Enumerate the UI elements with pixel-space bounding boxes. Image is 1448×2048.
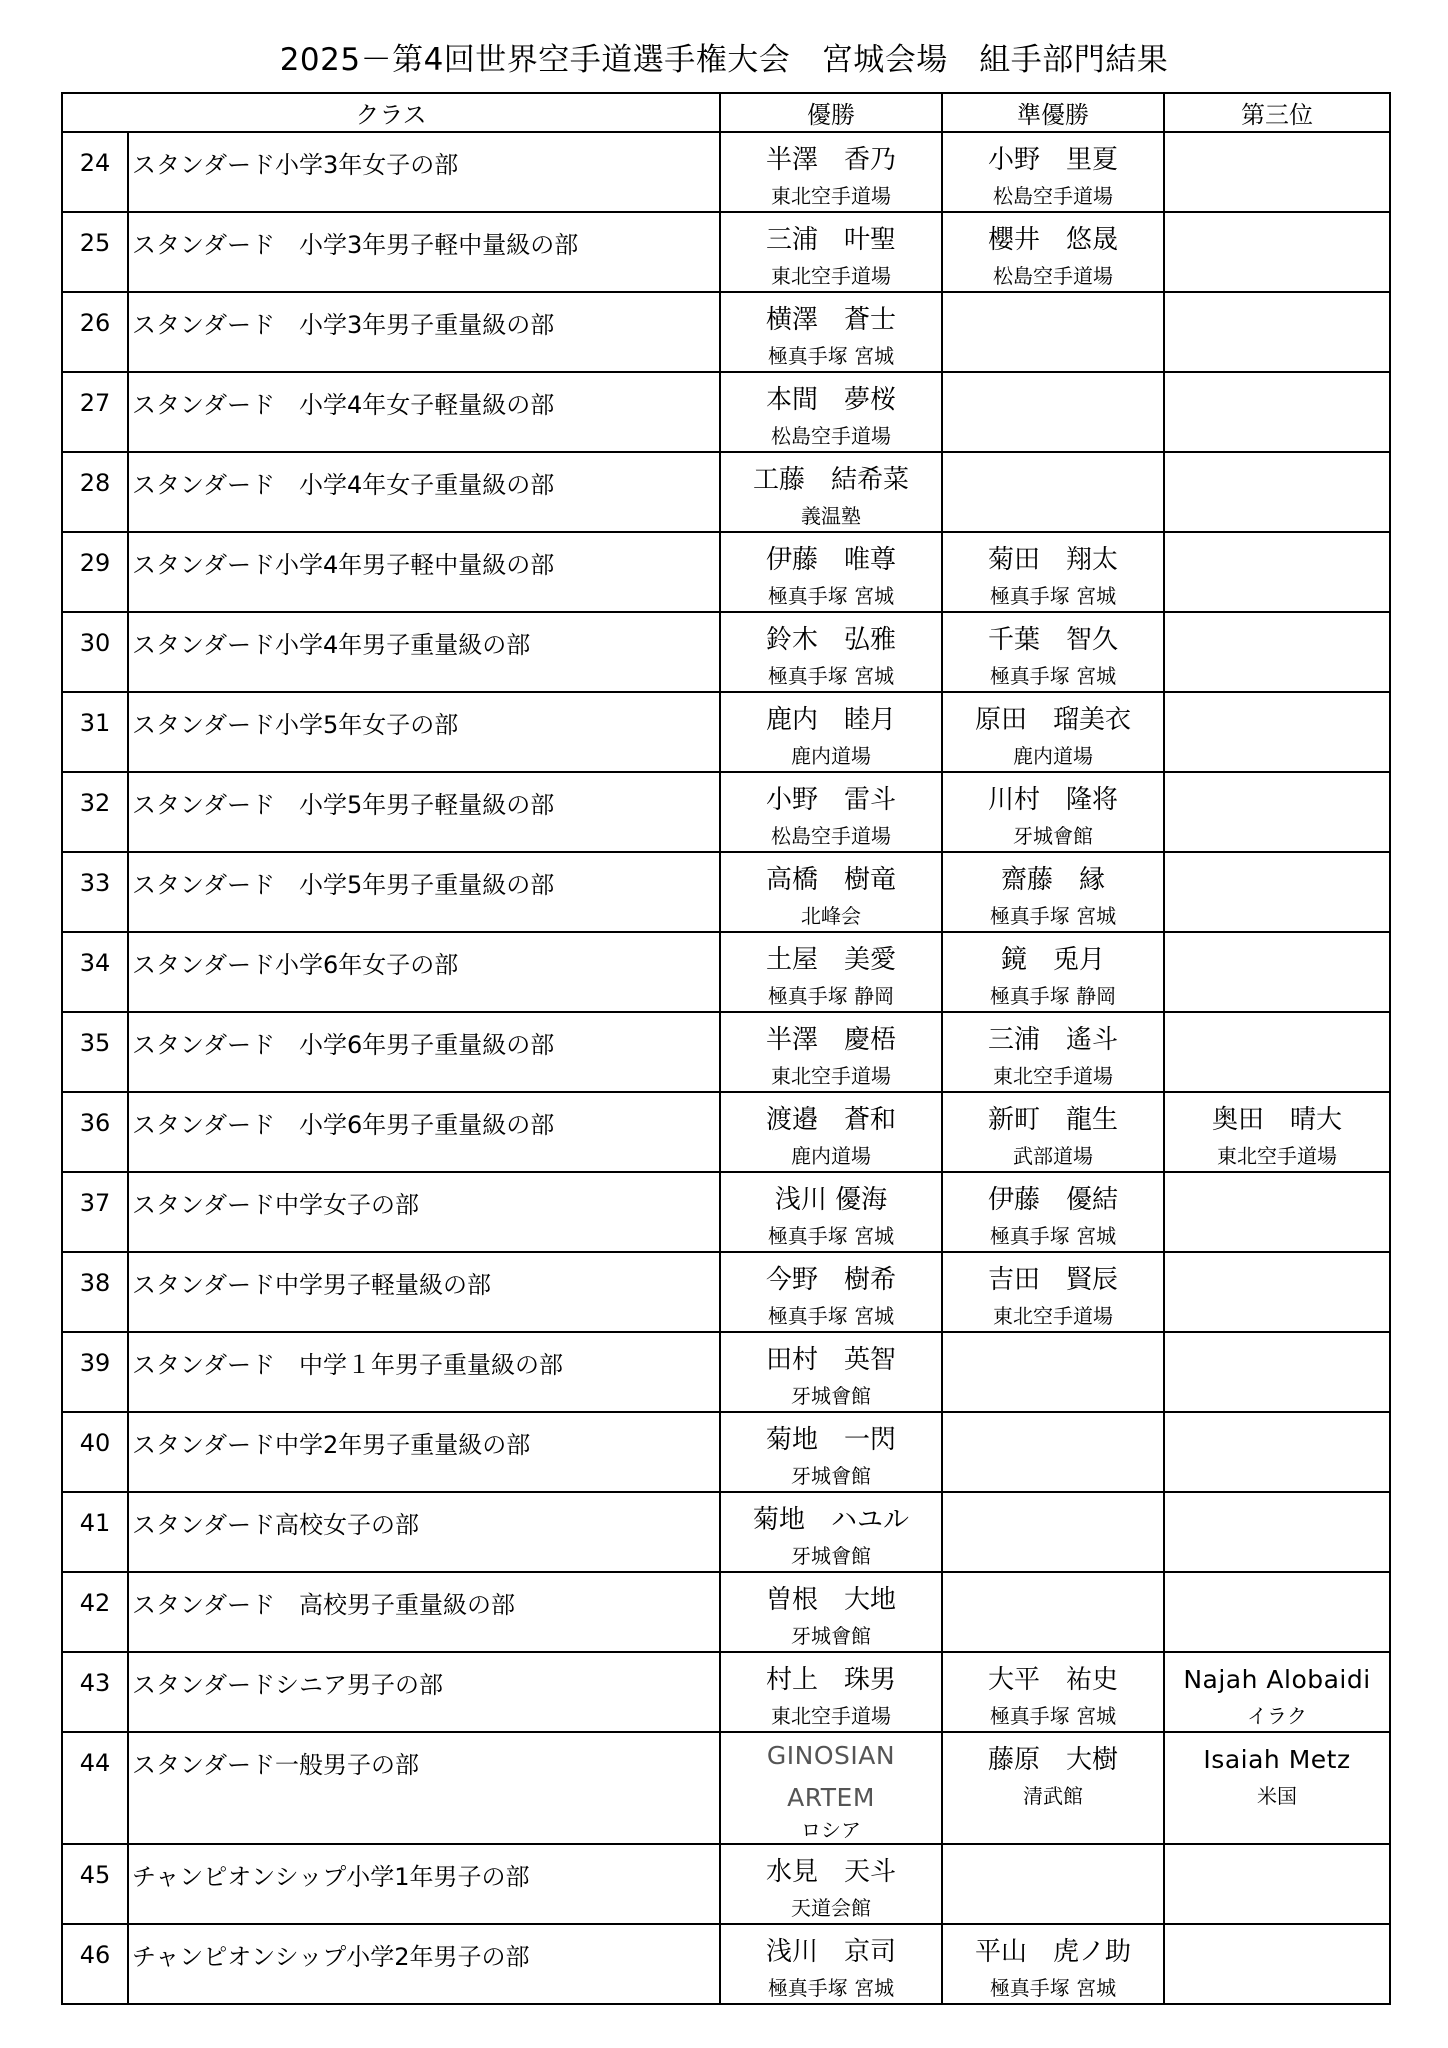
row-number: 26 xyxy=(62,292,128,372)
table-row xyxy=(62,292,1390,372)
winner-cell xyxy=(720,772,942,852)
runner-up-name: 櫻井 悠晟 xyxy=(987,225,1118,255)
winner-dojo: 牙城會館 xyxy=(791,1464,871,1488)
class-name: スタンダード小学5年女子の部 xyxy=(128,692,720,772)
winner-dojo: 極真手塚 宮城 xyxy=(767,1976,895,2000)
third-place-cell xyxy=(1164,1492,1390,1572)
third-place-cell xyxy=(1164,452,1390,532)
runner-up-cell xyxy=(942,372,1164,452)
class-name: チャンピオンシップ小学1年男子の部 xyxy=(128,1844,720,1924)
third-place-cell xyxy=(1164,772,1390,852)
third-place-cell xyxy=(1164,532,1390,612)
row-number: 30 xyxy=(62,612,128,692)
third-place-cell xyxy=(1164,1092,1390,1172)
class-name: スタンダード 中学１年男子重量級の部 xyxy=(128,1332,720,1412)
runner-up-cell xyxy=(942,1332,1164,1412)
winner-cell xyxy=(720,1252,942,1332)
runner-up-cell xyxy=(942,1652,1164,1732)
table-row xyxy=(62,132,1390,212)
runner-up-cell xyxy=(942,1572,1164,1652)
row-number: 29 xyxy=(62,532,128,612)
winner-name: ARTEM xyxy=(787,1783,875,1812)
winner-name: 曽根 大地 xyxy=(765,1585,896,1615)
runner-up-dojo: 松島空手道場 xyxy=(993,184,1113,208)
third-place-cell xyxy=(1164,1012,1390,1092)
winner-cell xyxy=(720,1652,942,1732)
third-place-cell xyxy=(1164,692,1390,772)
winner-name: 半澤 香乃 xyxy=(765,145,896,175)
winner-name: 本間 夢桜 xyxy=(765,385,896,415)
class-name: スタンダード 小学4年女子軽量級の部 xyxy=(128,372,720,452)
winner-cell xyxy=(720,612,942,692)
class-name: スタンダード 高校男子重量級の部 xyxy=(128,1572,720,1652)
third-place-cell xyxy=(1164,1732,1390,1844)
winner-dojo: 極真手塚 宮城 xyxy=(767,344,895,368)
table-row xyxy=(62,1652,1390,1732)
class-name: スタンダード 小学3年男子重量級の部 xyxy=(128,292,720,372)
class-name: スタンダード中学2年男子重量級の部 xyxy=(128,1412,720,1492)
class-name: スタンダード 小学4年女子重量級の部 xyxy=(128,452,720,532)
third-place-cell xyxy=(1164,852,1390,932)
table-row xyxy=(62,1012,1390,1092)
winner-cell xyxy=(720,692,942,772)
class-name: スタンダード小学3年女子の部 xyxy=(128,132,720,212)
runner-up-cell xyxy=(942,1012,1164,1092)
third-place-cell xyxy=(1164,212,1390,292)
winner-dojo: 鹿内道場 xyxy=(791,1144,871,1168)
winner-name: 村上 珠男 xyxy=(765,1665,896,1695)
runner-up-dojo: 極真手塚 宮城 xyxy=(989,1224,1117,1248)
runner-up-cell xyxy=(942,1844,1164,1924)
runner-up-dojo: 極真手塚 宮城 xyxy=(989,664,1117,688)
header-winner: 優勝 xyxy=(720,93,942,132)
runner-up-name: 三浦 遙斗 xyxy=(987,1025,1118,1055)
runner-up-cell xyxy=(942,132,1164,212)
header-class: クラス xyxy=(62,93,720,132)
third-place-name: 奥田 晴大 xyxy=(1211,1105,1342,1135)
winner-cell xyxy=(720,1172,942,1252)
runner-up-name: 川村 隆将 xyxy=(987,785,1118,815)
table-row xyxy=(62,852,1390,932)
third-place-cell xyxy=(1164,1412,1390,1492)
runner-up-cell xyxy=(942,1492,1164,1572)
runner-up-dojo: 極真手塚 宮城 xyxy=(989,1976,1117,2000)
third-place-cell xyxy=(1164,1172,1390,1252)
row-number: 46 xyxy=(62,1924,128,2004)
third-place-cell xyxy=(1164,1844,1390,1924)
runner-up-cell xyxy=(942,852,1164,932)
row-number: 37 xyxy=(62,1172,128,1252)
row-number: 38 xyxy=(62,1252,128,1332)
runner-up-dojo: 清武館 xyxy=(1023,1784,1083,1808)
third-place-name: Najah Alobaidi xyxy=(1183,1665,1371,1694)
runner-up-name: 伊藤 優結 xyxy=(987,1185,1118,1215)
header-row xyxy=(62,93,1390,132)
table-row xyxy=(62,212,1390,292)
winner-dojo: 鹿内道場 xyxy=(791,744,871,768)
runner-up-dojo: 松島空手道場 xyxy=(993,264,1113,288)
winner-cell xyxy=(720,852,942,932)
winner-name: GINOSIAN xyxy=(766,1741,896,1770)
third-place-cell xyxy=(1164,1332,1390,1412)
runner-up-dojo: 東北空手道場 xyxy=(993,1304,1113,1328)
winner-cell xyxy=(720,292,942,372)
winner-cell xyxy=(720,1492,942,1572)
winner-name: 土屋 美愛 xyxy=(765,945,896,975)
runner-up-name: 鏡 兎月 xyxy=(1000,945,1105,975)
row-number: 32 xyxy=(62,772,128,852)
runner-up-dojo: 極真手塚 宮城 xyxy=(989,1704,1117,1728)
third-place-cell xyxy=(1164,1252,1390,1332)
runner-up-cell xyxy=(942,292,1164,372)
runner-up-cell xyxy=(942,772,1164,852)
row-number: 33 xyxy=(62,852,128,932)
runner-up-cell xyxy=(942,1732,1164,1844)
winner-cell xyxy=(720,1732,942,1844)
row-number: 45 xyxy=(62,1844,128,1924)
runner-up-name: 原田 瑠美衣 xyxy=(974,705,1131,735)
table-row xyxy=(62,612,1390,692)
runner-up-dojo: 武部道場 xyxy=(1013,1144,1093,1168)
winner-name: 小野 雷斗 xyxy=(765,785,896,815)
winner-name: 渡邉 蒼和 xyxy=(765,1105,896,1135)
runner-up-cell xyxy=(942,932,1164,1012)
table-row xyxy=(62,1332,1390,1412)
winner-cell xyxy=(720,1332,942,1412)
results-table xyxy=(61,92,1391,2005)
winner-dojo: 天道会館 xyxy=(791,1896,871,1920)
table-row xyxy=(62,372,1390,452)
winner-dojo: 東北空手道場 xyxy=(771,264,891,288)
runner-up-dojo: 東北空手道場 xyxy=(993,1064,1113,1088)
row-number: 27 xyxy=(62,372,128,452)
winner-name: 浅川 優海 xyxy=(774,1185,888,1215)
third-place-name: Isaiah Metz xyxy=(1203,1745,1351,1774)
class-name: スタンダード小学4年男子重量級の部 xyxy=(128,612,720,692)
table-row xyxy=(62,1172,1390,1252)
winner-dojo: 極真手塚 静岡 xyxy=(767,984,895,1008)
third-place-dojo: 米国 xyxy=(1257,1784,1297,1808)
runner-up-name: 菊田 翔太 xyxy=(987,545,1118,575)
winner-name: 水見 天斗 xyxy=(765,1857,896,1887)
table-row xyxy=(62,692,1390,772)
runner-up-cell xyxy=(942,452,1164,532)
class-name: スタンダード小学4年男子軽中量級の部 xyxy=(128,532,720,612)
winner-dojo: ロシア xyxy=(801,1818,861,1842)
class-name: スタンダード 小学3年男子軽中量級の部 xyxy=(128,212,720,292)
class-name: チャンピオンシップ小学2年男子の部 xyxy=(128,1924,720,2004)
winner-name: 菊地 ハユル xyxy=(752,1505,909,1535)
table-row xyxy=(62,772,1390,852)
winner-cell xyxy=(720,1012,942,1092)
header-third-place: 第三位 xyxy=(1164,93,1390,132)
class-name: スタンダード中学男子軽量級の部 xyxy=(128,1252,720,1332)
winner-dojo: 義温塾 xyxy=(801,504,861,528)
winner-cell xyxy=(720,1092,942,1172)
row-number: 25 xyxy=(62,212,128,292)
winner-name: 三浦 叶聖 xyxy=(765,225,896,255)
winner-cell xyxy=(720,452,942,532)
winner-dojo: 松島空手道場 xyxy=(771,824,891,848)
runner-up-dojo: 極真手塚 静岡 xyxy=(989,984,1117,1008)
third-place-cell xyxy=(1164,1652,1390,1732)
table-row xyxy=(62,1092,1390,1172)
row-number: 24 xyxy=(62,132,128,212)
winner-name: 半澤 慶梧 xyxy=(765,1025,896,1055)
runner-up-name: 齋藤 縁 xyxy=(1000,865,1105,895)
runner-up-cell xyxy=(942,612,1164,692)
winner-dojo: 東北空手道場 xyxy=(771,1704,891,1728)
winner-cell xyxy=(720,372,942,452)
row-number: 42 xyxy=(62,1572,128,1652)
winner-dojo: 北峰会 xyxy=(801,904,861,928)
winner-dojo: 極真手塚 宮城 xyxy=(767,1304,895,1328)
winner-dojo: 牙城會館 xyxy=(791,1384,871,1408)
class-name: スタンダード一般男子の部 xyxy=(128,1732,720,1844)
third-place-cell xyxy=(1164,292,1390,372)
class-name: スタンダード 小学5年男子重量級の部 xyxy=(128,852,720,932)
table-row xyxy=(62,932,1390,1012)
winner-dojo: 松島空手道場 xyxy=(771,424,891,448)
winner-dojo: 牙城會館 xyxy=(791,1624,871,1648)
class-name: スタンダード中学女子の部 xyxy=(128,1172,720,1252)
runner-up-name: 小野 里夏 xyxy=(987,145,1118,175)
table-row xyxy=(62,1492,1390,1572)
table-row xyxy=(62,532,1390,612)
runner-up-cell xyxy=(942,1924,1164,2004)
runner-up-name: 新町 龍生 xyxy=(987,1105,1118,1135)
winner-name: 工藤 結希菜 xyxy=(752,465,909,495)
runner-up-name: 藤原 大樹 xyxy=(987,1745,1118,1775)
runner-up-cell xyxy=(942,212,1164,292)
winner-dojo: 東北空手道場 xyxy=(771,184,891,208)
winner-cell xyxy=(720,212,942,292)
winner-name: 鈴木 弘雅 xyxy=(765,625,896,655)
runner-up-cell xyxy=(942,1092,1164,1172)
class-name: スタンダード 小学5年男子軽量級の部 xyxy=(128,772,720,852)
runner-up-cell xyxy=(942,1252,1164,1332)
class-name: スタンダード小学6年女子の部 xyxy=(128,932,720,1012)
winner-dojo: 極真手塚 宮城 xyxy=(767,1224,895,1248)
row-number: 28 xyxy=(62,452,128,532)
winner-cell xyxy=(720,1844,942,1924)
table-row xyxy=(62,1732,1390,1844)
table-row xyxy=(62,1572,1390,1652)
row-number: 35 xyxy=(62,1012,128,1092)
third-place-cell xyxy=(1164,932,1390,1012)
page-title: 2025－第4回世界空手道選手権大会 宮城会場 組手部門結果 xyxy=(279,42,1169,78)
table-row xyxy=(62,1412,1390,1492)
row-number: 31 xyxy=(62,692,128,772)
row-number: 40 xyxy=(62,1412,128,1492)
runner-up-dojo: 鹿内道場 xyxy=(1013,744,1093,768)
runner-up-cell xyxy=(942,532,1164,612)
table-row xyxy=(62,452,1390,532)
runner-up-name: 吉田 賢辰 xyxy=(987,1265,1118,1295)
winner-dojo: 極真手塚 宮城 xyxy=(767,664,895,688)
third-place-dojo: イラク xyxy=(1247,1704,1307,1728)
runner-up-cell xyxy=(942,1172,1164,1252)
winner-name: 今野 樹希 xyxy=(765,1265,896,1295)
runner-up-dojo: 極真手塚 宮城 xyxy=(989,904,1117,928)
winner-name: 菊地 一閃 xyxy=(765,1425,896,1455)
table-row xyxy=(62,1844,1390,1924)
third-place-cell xyxy=(1164,1924,1390,2004)
class-name: スタンダード 小学6年男子重量級の部 xyxy=(128,1012,720,1092)
third-place-cell xyxy=(1164,612,1390,692)
winner-cell xyxy=(720,1412,942,1492)
winner-name: 伊藤 唯尊 xyxy=(765,545,896,575)
row-number: 34 xyxy=(62,932,128,1012)
class-name: スタンダードシニア男子の部 xyxy=(128,1652,720,1732)
winner-name: 横澤 蒼士 xyxy=(765,305,896,335)
third-place-cell xyxy=(1164,1572,1390,1652)
winner-cell xyxy=(720,932,942,1012)
winner-cell xyxy=(720,1572,942,1652)
winner-name: 高橋 樹竜 xyxy=(765,865,896,895)
winner-dojo: 極真手塚 宮城 xyxy=(767,584,895,608)
winner-name: 鹿内 睦月 xyxy=(765,705,896,735)
runner-up-name: 大平 祐史 xyxy=(987,1665,1118,1695)
table-row xyxy=(62,1924,1390,2004)
row-number: 41 xyxy=(62,1492,128,1572)
class-name: スタンダード高校女子の部 xyxy=(128,1492,720,1572)
winner-cell xyxy=(720,532,942,612)
third-place-cell xyxy=(1164,372,1390,452)
runner-up-name: 平山 虎ノ助 xyxy=(974,1937,1131,1967)
row-number: 36 xyxy=(62,1092,128,1172)
runner-up-cell xyxy=(942,1412,1164,1492)
header-runner-up: 準優勝 xyxy=(942,93,1164,132)
row-number: 39 xyxy=(62,1332,128,1412)
row-number: 44 xyxy=(62,1732,128,1844)
third-place-cell xyxy=(1164,132,1390,212)
runner-up-name: 千葉 智久 xyxy=(987,625,1118,655)
class-name: スタンダード 小学6年男子重量級の部 xyxy=(128,1092,720,1172)
third-place-dojo: 東北空手道場 xyxy=(1217,1144,1337,1168)
winner-cell xyxy=(720,1924,942,2004)
row-number: 43 xyxy=(62,1652,128,1732)
winner-name: 浅川 京司 xyxy=(765,1937,896,1967)
runner-up-dojo: 牙城會館 xyxy=(1013,824,1093,848)
winner-name: 田村 英智 xyxy=(765,1345,896,1375)
winner-dojo: 東北空手道場 xyxy=(771,1064,891,1088)
table-row xyxy=(62,1252,1390,1332)
runner-up-cell xyxy=(942,692,1164,772)
winner-cell xyxy=(720,132,942,212)
winner-dojo: 牙城會館 xyxy=(791,1544,871,1568)
runner-up-dojo: 極真手塚 宮城 xyxy=(989,584,1117,608)
